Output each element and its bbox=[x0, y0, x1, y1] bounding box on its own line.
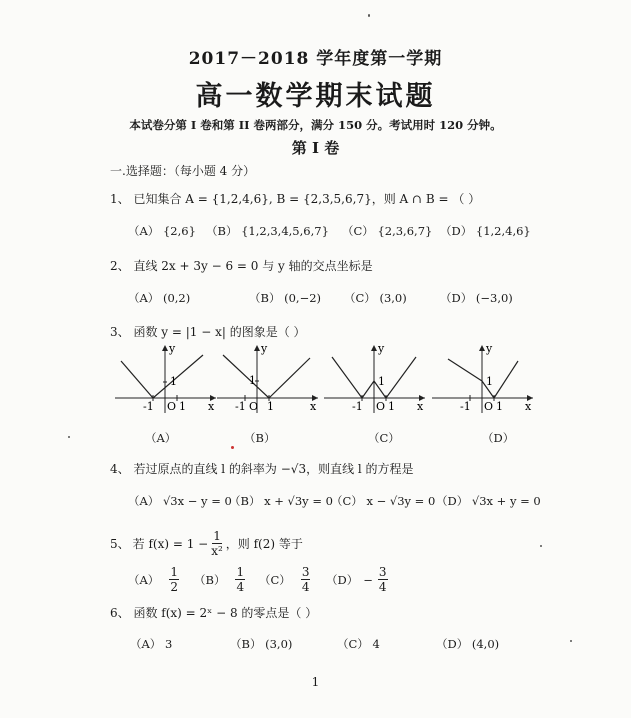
scan-speck bbox=[231, 446, 234, 449]
q6-option-d[interactable]: （D） (4,0) bbox=[436, 637, 500, 651]
stem-fraction bbox=[211, 530, 223, 557]
question-1 bbox=[110, 190, 480, 207]
graph-d[interactable] bbox=[430, 343, 535, 415]
fraction-denominator: 4 bbox=[236, 580, 245, 594]
graph-a[interactable] bbox=[113, 343, 218, 415]
neg-one-label: -1 bbox=[460, 400, 471, 413]
question-number: 2、 bbox=[110, 259, 130, 273]
graph-b[interactable] bbox=[215, 343, 320, 415]
tick-one-label: 1 bbox=[170, 375, 177, 388]
question-stem: 已知集合 A = {1,2,4,6}, B = {2,3,5,6,7}，则 A ∩ B = （ ） bbox=[133, 192, 481, 206]
fraction-numerator: 1 bbox=[170, 565, 178, 579]
option-label: （A） bbox=[128, 572, 160, 587]
fraction-numerator: 3 bbox=[378, 565, 387, 579]
q6-option-b[interactable]: （B） (3,0) bbox=[230, 637, 293, 651]
y-axis-label: y bbox=[261, 343, 268, 355]
option-fraction bbox=[169, 566, 179, 593]
one-label: 1 bbox=[388, 400, 395, 413]
q4-option-a[interactable]: （A） √3x − y = 0 bbox=[128, 494, 232, 508]
q4-option-c[interactable]: （C） x − √3y = 0 bbox=[331, 494, 436, 508]
q5-option-a[interactable] bbox=[128, 566, 179, 593]
question-stem-prefix: 若 f(x) = 1 − bbox=[132, 537, 209, 551]
x-axis-label: x bbox=[525, 400, 532, 413]
y-axis-label: y bbox=[378, 343, 385, 355]
tick-one-label: 1 bbox=[249, 374, 256, 387]
question-number: 6、 bbox=[110, 606, 130, 620]
x-axis-label: x bbox=[310, 400, 317, 413]
question-stem: 直线 2x + 3y − 6 = 0 与 y 轴的交点坐标是 bbox=[133, 259, 373, 273]
question-stem: 函数 y = |1 − x| 的图象是（ ） bbox=[133, 325, 306, 339]
q1-option-c[interactable]: （C） {2,3,6,7} bbox=[342, 224, 433, 238]
question-5 bbox=[110, 530, 303, 557]
question-stem: 若过原点的直线 l 的斜率为 −√3，则直线 l 的方程是 bbox=[133, 462, 414, 476]
neg-one-label: -1 bbox=[352, 400, 363, 413]
q2-option-d[interactable]: （D） (−3,0) bbox=[440, 291, 513, 305]
q3-option-c-label[interactable]: （C） bbox=[368, 431, 400, 445]
q2-option-a[interactable]: （A） (0,2) bbox=[128, 291, 191, 305]
q2-option-b[interactable]: （B） (0,−2) bbox=[249, 291, 322, 305]
graph-c[interactable] bbox=[322, 343, 427, 415]
question-stem-suffix: ，则 f(2) 等于 bbox=[225, 537, 303, 551]
y-axis-label: y bbox=[169, 343, 176, 355]
question-number: 4、 bbox=[110, 462, 130, 476]
exam-title: 高一数学期末试题 bbox=[195, 81, 436, 112]
option-sign: − bbox=[363, 572, 373, 587]
origin-label: O bbox=[249, 400, 259, 413]
one-label: 1 bbox=[496, 400, 503, 413]
option-label: （D） bbox=[326, 572, 359, 587]
scan-speck bbox=[570, 640, 572, 642]
q4-option-b[interactable]: （B） x + √3y = 0 bbox=[229, 494, 333, 508]
option-label: （B） bbox=[194, 572, 226, 587]
q5-option-b[interactable] bbox=[194, 566, 245, 593]
q5-option-c[interactable] bbox=[259, 566, 310, 593]
tick-one-label: 1 bbox=[378, 375, 385, 388]
q6-option-c[interactable]: （C） 4 bbox=[337, 637, 380, 651]
q1-option-a[interactable]: （A） {2,6} bbox=[128, 224, 196, 238]
q1-option-b[interactable]: （B） {1,2,3,4,5,6,7} bbox=[206, 224, 329, 238]
q3-option-a-label[interactable]: （A） bbox=[145, 431, 177, 445]
page-number: 1 bbox=[311, 675, 320, 689]
volume-heading: 第 I 卷 bbox=[291, 139, 340, 157]
exam-intro: 本试卷分第 I 卷和第 II 卷两部分，满分 150 分。考试用时 120 分钟。 bbox=[129, 118, 502, 132]
q6-option-a[interactable]: （A） 3 bbox=[130, 637, 173, 651]
origin-label: O bbox=[376, 400, 386, 413]
stem-fraction-denominator: x² bbox=[211, 544, 223, 558]
exam-year-line: 2017－2018 学年度第一学期 bbox=[188, 49, 443, 69]
q4-option-d[interactable]: （D） √3x + y = 0 bbox=[436, 494, 541, 508]
q3-option-b-label[interactable]: （B） bbox=[244, 431, 276, 445]
scan-speck bbox=[68, 436, 70, 438]
neg-one-label: -1 bbox=[143, 400, 154, 413]
fraction-denominator: 4 bbox=[378, 580, 387, 594]
q1-option-d[interactable]: （D） {1,2,4,6} bbox=[440, 224, 531, 238]
origin-label: O bbox=[484, 400, 494, 413]
one-label: 1 bbox=[179, 400, 186, 413]
option-label: （C） bbox=[259, 572, 291, 587]
option-fraction bbox=[235, 566, 245, 593]
question-6 bbox=[110, 604, 317, 621]
x-axis-label: x bbox=[208, 400, 215, 413]
q2-option-c[interactable]: （C） (3,0) bbox=[344, 291, 407, 305]
question-number: 3、 bbox=[110, 325, 130, 339]
q5-option-d[interactable] bbox=[326, 566, 388, 593]
section-label: 一.选择题：（每小题 4 分） bbox=[110, 164, 256, 178]
y-axis-label: y bbox=[486, 343, 493, 355]
x-axis-label: x bbox=[417, 400, 424, 413]
question-3 bbox=[110, 323, 306, 340]
option-fraction bbox=[378, 566, 388, 593]
question-4 bbox=[110, 460, 414, 477]
stem-fraction-numerator: 1 bbox=[213, 529, 221, 543]
scan-speck bbox=[540, 545, 542, 547]
fraction-numerator: 3 bbox=[301, 565, 310, 579]
scan-speck bbox=[368, 14, 370, 17]
fraction-denominator: 4 bbox=[301, 580, 310, 594]
question-number: 1、 bbox=[110, 192, 130, 206]
neg-one-label: -1 bbox=[235, 400, 246, 413]
question-2 bbox=[110, 257, 373, 274]
question-number: 5、 bbox=[110, 537, 130, 551]
origin-label: O bbox=[167, 400, 177, 413]
q3-option-d-label[interactable]: （D） bbox=[482, 431, 515, 445]
one-label: 1 bbox=[267, 400, 274, 413]
fraction-numerator: 1 bbox=[236, 565, 245, 579]
option-fraction bbox=[301, 566, 311, 593]
tick-one-label: 1 bbox=[486, 375, 493, 388]
question-stem: 函数 f(x) = 2ˣ − 8 的零点是（ ） bbox=[133, 606, 318, 620]
fraction-denominator: 2 bbox=[170, 580, 178, 594]
